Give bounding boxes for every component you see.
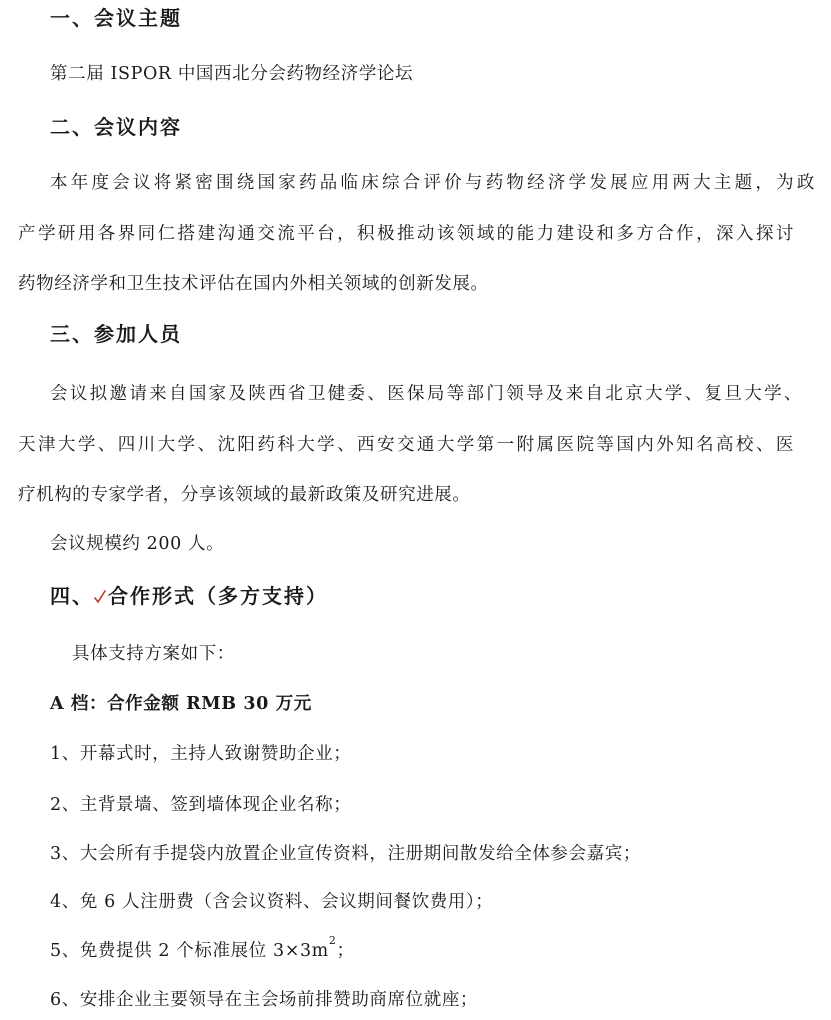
tier-a-item-6: 6、安排企业主要领导在主会场前排赞助商席位就座； — [50, 990, 479, 1010]
tier-a-item-2: 2、主背景墙、签到墙体现企业名称； — [50, 795, 352, 815]
content-paragraph-line-1: 本年度会议将紧密围绕国家药品临床综合评价与药物经济学发展应用两大主题，为政 — [50, 173, 815, 193]
tier-a-item-5-end: ； — [336, 941, 355, 961]
heading-cooperation-rest: 合作形式（多方支持） — [108, 584, 328, 608]
support-intro-text: 具体支持方案如下： — [72, 644, 235, 664]
tier-a-item-4: 4、免 6 人注册费（含会议资料、会议期间餐饮费用）； — [50, 892, 494, 912]
content-paragraph-line-2: 产学研用各界同仁搭建沟通交流平台，积极推动该领域的能力建设和多方合作，深入探讨 — [18, 224, 794, 244]
tier-a-title: A 档：合作金额 RMB 30 万元 — [50, 694, 312, 714]
heading-participants: 三、参加人员 — [50, 322, 182, 346]
meeting-scale-text: 会议规模约 200 人。 — [50, 534, 225, 554]
heading-cooperation-prefix: 四 — [50, 584, 72, 608]
tier-a-item-5 — [50, 934, 355, 962]
content-paragraph-line-3: 药物经济学和卫生技术评估在国内外相关领域的创新发展。 — [18, 274, 489, 294]
pen-tick-icon — [94, 590, 106, 604]
participants-line-3: 疗机构的专家学者，分享该领域的最新政策及研究进展。 — [18, 485, 471, 505]
heading-meeting-theme: 一、会议主题 — [50, 6, 182, 30]
meeting-theme-text: 第二届 ISPOR 中国西北分会药物经济学论坛 — [50, 64, 414, 84]
tier-a-item-5-text: 5、免费提供 2 个标准展位 3×3m — [50, 941, 329, 961]
superscript-two: 2 — [328, 934, 337, 947]
participants-line-1: 会议拟邀请来自国家及陕西省卫健委、医保局等部门领导及来自北京大学、复旦大学、 — [50, 384, 802, 404]
heading-cooperation-mark: 、 — [72, 584, 94, 608]
tier-a-item-1: 1、开幕式时，主持人致谢赞助企业； — [50, 744, 352, 764]
heading-cooperation — [50, 580, 328, 609]
heading-meeting-content: 二、会议内容 — [50, 115, 182, 139]
tier-a-item-3: 3、大会所有手提袋内放置企业宣传资料，注册期间散发给全体参会嘉宾； — [50, 844, 641, 864]
participants-line-2: 天津大学、四川大学、沈阳药科大学、西安交通大学第一附属医院等国内外知名高校、医 — [18, 435, 794, 455]
